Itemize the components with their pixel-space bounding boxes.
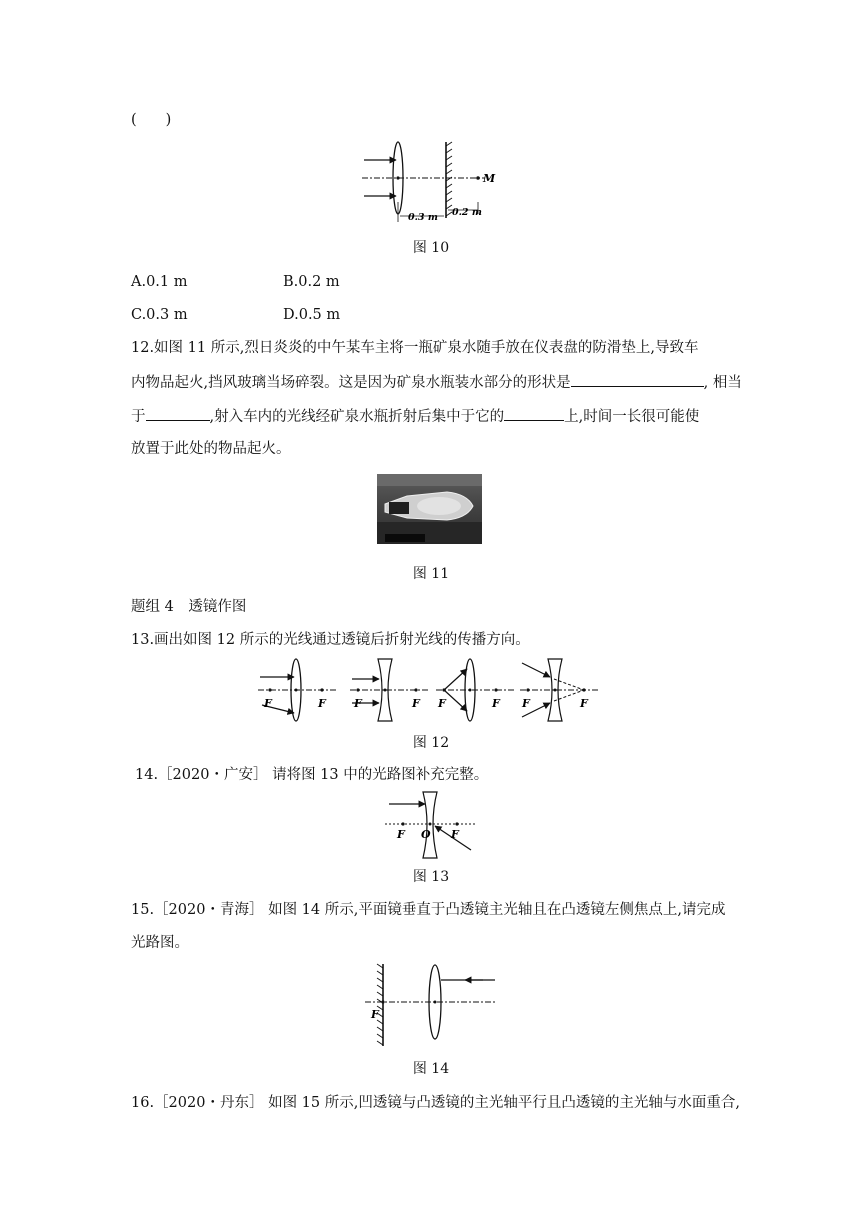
option-a: A.0.1 m (131, 274, 188, 290)
svg-text:F: F (492, 697, 500, 710)
svg-text:F: F (371, 1008, 379, 1021)
figure-13-caption: 图 13 (412, 869, 450, 885)
q15-line1: 15.［2020・青海］ 如图 14 所示,平面镜垂直于凸透镜主光轴且在凸透镜左侧焦点上,请完成 (131, 902, 726, 918)
option-b: B.0.2 m (283, 274, 340, 290)
label-m: M (483, 172, 496, 185)
svg-text:F: F (412, 697, 420, 710)
svg-text:F: F (318, 697, 326, 710)
figure-11-photo (377, 474, 482, 544)
figure-10-caption: 图 10 (412, 240, 450, 256)
answer-paren: ( ) (131, 112, 172, 128)
fig12-panel-2 (350, 659, 428, 721)
answer-blank[interactable] (504, 405, 564, 421)
answer-blank[interactable] (146, 405, 210, 421)
figure-11-caption: 图 11 (412, 566, 450, 582)
q13-text: 13.画出如图 12 所示的光线通过透镜后折射光线的传播方向。 (131, 632, 530, 648)
option-d: D.0.5 m (283, 307, 341, 323)
svg-text:F: F (264, 697, 272, 710)
figure-14 (365, 962, 500, 1050)
dim-0-2: 0.2 m (452, 207, 482, 218)
answer-blank[interactable] (571, 371, 704, 387)
svg-text:F: F (522, 697, 530, 710)
svg-text:F: F (438, 697, 446, 710)
figure-12 (258, 655, 603, 725)
svg-text:O: O (421, 828, 431, 841)
figure-14-caption: 图 14 (412, 1061, 450, 1077)
figure-12-caption: 图 12 (412, 735, 450, 751)
fig12-panel-1 (258, 659, 338, 721)
q12-line3: 于 ,射入车内的光线经矿泉水瓶折射后集中于它的 上,时间一长很可能使 (131, 405, 699, 427)
fig12-panel-4 (520, 659, 600, 721)
svg-text:F: F (397, 828, 405, 841)
q16-text: 16.［2020・丹东］ 如图 15 所示,凹透镜与凸透镜的主光轴平行且凸透镜的主光轴与水面重合, (131, 1095, 740, 1111)
q12-line4: 放置于此处的物品起火。 (131, 441, 291, 457)
figure-13 (385, 790, 480, 862)
q12-line1: 12.如图 11 所示,烈日炎炎的中午某车主将一瓶矿泉水随手放在仪表盘的防滑垫上,导致车 (131, 340, 699, 356)
svg-text:F: F (580, 697, 588, 710)
q12-line2: 内物品起火,挡风玻璃当场碎裂。这是因为矿泉水瓶装水部分的形状是 , 相当 (131, 371, 742, 393)
dim-0-3: 0.3 m (408, 212, 438, 223)
q14-text: 14.［2020・广安］ 请将图 13 中的光路图补充完整。 (135, 767, 489, 783)
svg-text:F: F (354, 697, 362, 710)
option-c: C.0.3 m (131, 307, 188, 323)
point-m (476, 176, 480, 180)
q15-line2: 光路图。 (131, 935, 189, 951)
group-4-heading: 题组 4 透镜作图 (131, 599, 247, 615)
fig12-panel-3 (436, 659, 514, 721)
figure-10 (360, 140, 510, 230)
svg-text:F: F (451, 828, 459, 841)
